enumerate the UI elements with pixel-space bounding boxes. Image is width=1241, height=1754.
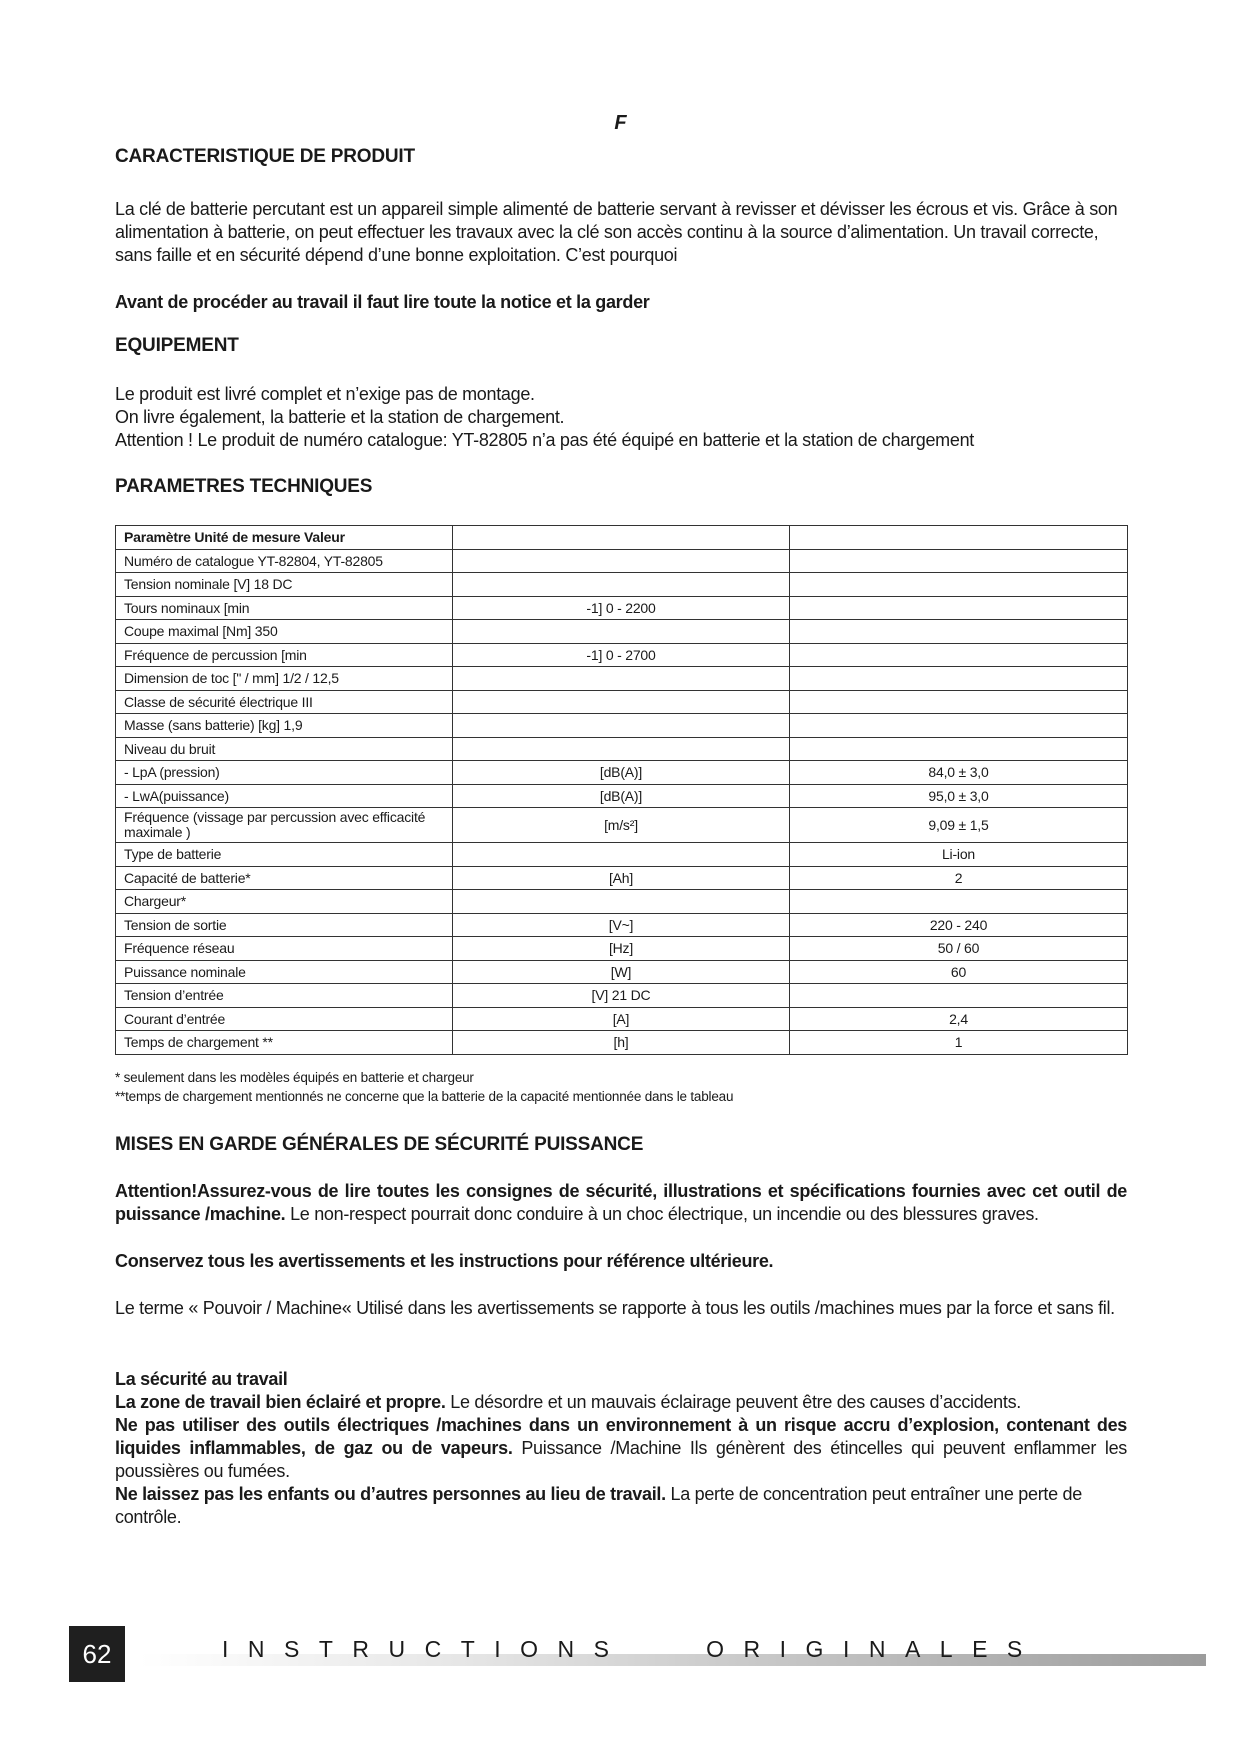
table-row bbox=[116, 937, 1128, 961]
section-title-equipment: EQUIPEMENT bbox=[115, 335, 239, 356]
table-cell-col1: Tension de sortie bbox=[116, 913, 453, 937]
table-cell-col3 bbox=[790, 984, 1128, 1008]
table-row bbox=[116, 714, 1128, 738]
table-cell-col2 bbox=[453, 573, 790, 597]
work-paragraph-1 bbox=[115, 1391, 1127, 1414]
table-cell-col2: -1] 0 - 2700 bbox=[453, 643, 790, 667]
table-cell-col3 bbox=[790, 620, 1128, 644]
work-p1-bold: La zone de travail bien éclairé et propre. bbox=[115, 1391, 446, 1412]
table-cell-col3 bbox=[790, 573, 1128, 597]
table-cell-col3: 84,0 ± 3,0 bbox=[790, 761, 1128, 785]
page-footer bbox=[0, 1626, 1241, 1682]
table-cell-col2: [Ah] bbox=[453, 866, 790, 890]
table-cell-col1: Paramètre Unité de mesure Valeur bbox=[116, 526, 453, 550]
table-cell-col3 bbox=[790, 667, 1128, 691]
work-p2-rest: Puissance /Machine Ils génèrent des étincelles qui peuvent enflammer les poussières ou fumées. bbox=[115, 1437, 1127, 1481]
table-cell-col3: Li-ion bbox=[790, 843, 1128, 867]
table-cell-col1: Tension d’entrée bbox=[116, 984, 453, 1008]
equipment-text bbox=[115, 383, 1127, 452]
table-cell-col2 bbox=[453, 667, 790, 691]
table-cell-col3 bbox=[790, 737, 1128, 761]
table-cell-col3 bbox=[790, 890, 1128, 914]
technical-parameters-table bbox=[115, 525, 1128, 1055]
table-row bbox=[116, 808, 1128, 843]
section-title-product: CARACTERISTIQUE DE PRODUIT bbox=[115, 146, 415, 167]
table-row bbox=[116, 1007, 1128, 1031]
table-row bbox=[116, 620, 1128, 644]
table-cell-col3: 50 / 60 bbox=[790, 937, 1128, 961]
table-cell-col2 bbox=[453, 549, 790, 573]
table-cell-col3: 2,4 bbox=[790, 1007, 1128, 1031]
table-row bbox=[116, 737, 1128, 761]
table-cell-col2: [A] bbox=[453, 1007, 790, 1031]
table-row bbox=[116, 690, 1128, 714]
table-cell-col1: Chargeur* bbox=[116, 890, 453, 914]
table-cell-col1: - LwA(puissance) bbox=[116, 784, 453, 808]
table-cell-col3 bbox=[790, 690, 1128, 714]
table-cell-col1: Masse (sans batterie) [kg] 1,9 bbox=[116, 714, 453, 738]
table-row bbox=[116, 643, 1128, 667]
attention-rest: Le non-respect pourrait donc conduire à un choc électrique, un incendie ou des blessures graves. bbox=[285, 1203, 1039, 1224]
table-cell-col2 bbox=[453, 714, 790, 738]
table-cell-col1: Fréquence de percussion [min bbox=[116, 643, 453, 667]
table-cell-col1: Capacité de batterie* bbox=[116, 866, 453, 890]
table-cell-col2 bbox=[453, 890, 790, 914]
table-cell-col2: -1] 0 - 2200 bbox=[453, 596, 790, 620]
table-cell-col3: 2 bbox=[790, 866, 1128, 890]
table-body bbox=[116, 526, 1128, 1055]
table-cell-col1: Courant d’entrée bbox=[116, 1007, 453, 1031]
table-row bbox=[116, 549, 1128, 573]
table-cell-col1: Numéro de catalogue YT-82804, YT-82805 bbox=[116, 549, 453, 573]
table-cell-col1: Fréquence réseau bbox=[116, 937, 453, 961]
footer-word-2: ORIGINALES bbox=[706, 1636, 1042, 1662]
table-cell-col2: [h] bbox=[453, 1031, 790, 1055]
footer-word-1: INSTRUCTIONS bbox=[222, 1636, 629, 1662]
table-row bbox=[116, 761, 1128, 785]
table-cell-col3 bbox=[790, 714, 1128, 738]
table-cell-col1: Puissance nominale bbox=[116, 960, 453, 984]
table-cell-col3: 95,0 ± 3,0 bbox=[790, 784, 1128, 808]
table-cell-col3: 1 bbox=[790, 1031, 1128, 1055]
table-cell-col2: [dB(A)] bbox=[453, 784, 790, 808]
table-cell-col1: Niveau du bruit bbox=[116, 737, 453, 761]
table-cell-col1: Dimension de toc [" / mm] 1/2 / 12,5 bbox=[116, 667, 453, 691]
table-cell-col1: Tension nominale [V] 18 DC bbox=[116, 573, 453, 597]
table-cell-col2 bbox=[453, 843, 790, 867]
page-content bbox=[115, 146, 1127, 1529]
work-safety-title: La sécurité au travail bbox=[115, 1368, 288, 1389]
table-cell-col2 bbox=[453, 690, 790, 714]
footer-title bbox=[222, 1636, 1042, 1663]
table-cell-col3 bbox=[790, 643, 1128, 667]
table-notes bbox=[115, 1068, 1127, 1106]
work-p1-rest: Le désordre et un mauvais éclairage peuvent être des causes d’accidents. bbox=[445, 1391, 1021, 1412]
language-marker: F bbox=[614, 112, 627, 134]
work-p2-bold: Ne pas utiliser des outils électriques /machines dans un environnement à un risque accru d’explosion, contenant des liquides inflammables, de gaz ou de vapeurs. bbox=[115, 1414, 1127, 1458]
table-cell-col2 bbox=[453, 737, 790, 761]
product-description: La clé de batterie percutant est un appareil simple alimenté de batterie servant à revisser et dévisser les écrous et vis. Grâce à son alimentation à batterie, on peut effectuer les travaux avec la clé son accès continu à la source d’alimentation. Un travail correcte, sans faille et en sécurité dépend d’une bonne exploitation. C’est pourquoi bbox=[115, 199, 1118, 265]
table-row bbox=[116, 573, 1128, 597]
table-row bbox=[116, 866, 1128, 890]
table-cell-col1: Fréquence (vissage par percussion avec efficacité maximale ) bbox=[116, 808, 453, 843]
table-row bbox=[116, 960, 1128, 984]
section-title-safety: MISES EN GARDE GÉNÉRALES DE SÉCURITÉ PUISSANCE bbox=[115, 1133, 644, 1155]
table-row bbox=[116, 890, 1128, 914]
table-cell-col1: Coupe maximal [Nm] 350 bbox=[116, 620, 453, 644]
table-row bbox=[116, 596, 1128, 620]
table-cell-col1: Type de batterie bbox=[116, 843, 453, 867]
table-cell-col2: [dB(A)] bbox=[453, 761, 790, 785]
table-row bbox=[116, 784, 1128, 808]
table-cell-col1: Temps de chargement ** bbox=[116, 1031, 453, 1055]
keep-instructions: Conservez tous les avertissements et les instructions pour référence ultérieure. bbox=[115, 1250, 774, 1271]
table-cell-col2: [m/s²] bbox=[453, 808, 790, 843]
table-cell-col3: 9,09 ± 1,5 bbox=[790, 808, 1128, 843]
work-p3-rest: La perte de concentration peut entraîner une perte de contrôle. bbox=[115, 1483, 1082, 1527]
page-number: 62 bbox=[69, 1626, 125, 1682]
table-cell-col2: [Hz] bbox=[453, 937, 790, 961]
read-notice-warning: Avant de procéder au travail il faut lire toute la notice et la garder bbox=[115, 292, 650, 312]
table-cell-col3: 60 bbox=[790, 960, 1128, 984]
work-paragraph-3 bbox=[115, 1483, 1127, 1529]
table-cell-col3 bbox=[790, 549, 1128, 573]
table-row bbox=[116, 1031, 1128, 1055]
table-cell-col3: 220 - 240 bbox=[790, 913, 1128, 937]
table-row bbox=[116, 667, 1128, 691]
equipment-line: Attention ! Le produit de numéro catalogue: YT-82805 n’a pas été équipé en batterie et la station de chargement bbox=[115, 430, 974, 450]
table-note: * seulement dans les modèles équipés en batterie et chargeur bbox=[115, 1069, 474, 1085]
table-cell-col1: Classe de sécurité électrique III bbox=[116, 690, 453, 714]
table-cell-col2: [V~] bbox=[453, 913, 790, 937]
table-cell-col2 bbox=[453, 526, 790, 550]
equipment-line: On livre également, la batterie et la station de chargement. bbox=[115, 407, 565, 427]
table-cell-col1: Tours nominaux [min bbox=[116, 596, 453, 620]
table-row bbox=[116, 526, 1128, 550]
attention-bold: Attention!Assurez-vous de lire toutes les consignes de sécurité, illustrations et spécifications fournies avec cet outil de puissance /machine. bbox=[115, 1180, 1127, 1224]
equipment-line: Le produit est livré complet et n’exige pas de montage. bbox=[115, 384, 535, 404]
table-cell-col1: - LpA (pression) bbox=[116, 761, 453, 785]
table-row bbox=[116, 843, 1128, 867]
table-cell-col3 bbox=[790, 526, 1128, 550]
table-row bbox=[116, 984, 1128, 1008]
term-definition: Le terme « Pouvoir / Machine« Utilisé dans les avertissements se rapporte à tous les outils /machines mues par la force et sans fil. bbox=[115, 1297, 1115, 1318]
table-note: **temps de chargement mentionnés ne concerne que la batterie de la capacité mentionnée dans le tableau bbox=[115, 1088, 734, 1104]
attention-paragraph bbox=[115, 1180, 1127, 1226]
table-cell-col2: [V] 21 DC bbox=[453, 984, 790, 1008]
table-row bbox=[116, 913, 1128, 937]
table-cell-col2 bbox=[453, 620, 790, 644]
work-paragraph-2 bbox=[115, 1414, 1127, 1483]
section-title-params: PARAMETRES TECHNIQUES bbox=[115, 476, 373, 497]
work-p3-bold: Ne laissez pas les enfants ou d’autres personnes au lieu de travail. bbox=[115, 1483, 666, 1504]
table-cell-col2: [W] bbox=[453, 960, 790, 984]
table-cell-col3 bbox=[790, 596, 1128, 620]
